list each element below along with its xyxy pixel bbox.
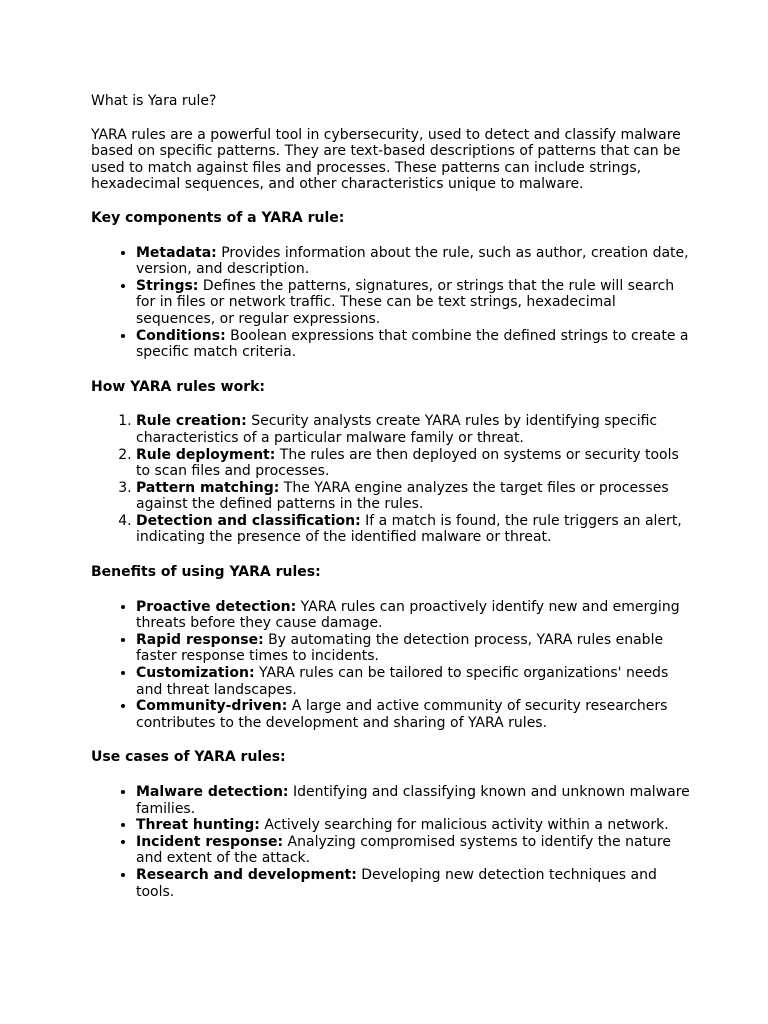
list-item-term: Research and development:: [136, 866, 357, 883]
list-item: [136, 513, 691, 546]
list-item-text: The YARA engine analyzes the target files or processes against the defined patterns in the rules.: [136, 479, 669, 513]
intro-paragraph: YARA rules are a powerful tool in cybersecurity, used to detect and classify malware based on specific patterns. They are text-based descriptions of patterns that can be used to match against files and processes. These patterns can include strings, hexadecimal sequences, and other characteristics unique to malware.: [91, 126, 681, 193]
list-item: [136, 413, 691, 446]
list-item: [136, 665, 691, 698]
list-item: [136, 245, 691, 278]
list-item-text: The rules are then deployed on systems or security tools to scan files and processes.: [136, 446, 679, 480]
section-heading-benefits: Benefits of using YARA rules:: [91, 564, 321, 581]
list-item: [136, 480, 691, 513]
list-item: [136, 784, 691, 817]
list-item: [136, 447, 691, 480]
list-item-text: By automating the detection process, YARA rules enable faster response times to incidents.: [136, 631, 664, 665]
list-item: [136, 632, 691, 665]
document-title: What is Yara rule?: [91, 93, 217, 109]
section-heading-how-rules-work: How YARA rules work:: [91, 378, 266, 395]
document-page: [91, 93, 691, 918]
section-heading-key-components: Key components of a YARA rule:: [91, 209, 345, 226]
list-item-text: Security analysts create YARA rules by identifying specific characteristics of a particular malware family or threat.: [136, 413, 658, 446]
list-item-term: Proactive detection:: [136, 598, 297, 615]
list-item-term: Detection and classification:: [136, 512, 361, 529]
section-heading-use-cases: Use cases of YARA rules:: [91, 749, 286, 766]
key-components-list: [91, 245, 691, 361]
list-item-text: Actively searching for malicious activity within a network.: [259, 817, 669, 834]
list-item-term: Threat hunting:: [136, 817, 260, 834]
list-item: [136, 599, 691, 632]
list-item-text: Provides information about the rule, such as author, creation date, version, and description.: [136, 244, 689, 278]
benefits-list: [91, 599, 691, 732]
list-item-text: If a match is found, the rule triggers an alert, indicating the presence of the identified malware or threat.: [136, 512, 682, 546]
list-item-term: Rule creation:: [136, 413, 247, 430]
list-item-text: Identifying and classifying known and unknown malware families.: [136, 784, 690, 817]
list-item-text: YARA rules can be tailored to specific organizations' needs and threat landscapes.: [136, 665, 669, 698]
list-item-text: YARA rules can proactively identify new and emerging threats before they cause damage.: [136, 598, 680, 632]
list-item: [136, 698, 691, 731]
list-item-term: Customization:: [136, 665, 255, 682]
list-item-term: Strings:: [136, 277, 199, 294]
list-item: [136, 834, 691, 867]
list-item-text: Analyzing compromised systems to identify the nature and extent of the attack.: [136, 833, 671, 867]
list-item: [136, 817, 691, 834]
list-item-term: Rule deployment:: [136, 446, 276, 463]
list-item-term: Malware detection:: [136, 784, 289, 800]
list-item-text: A large and active community of security researchers contributes to the development and sharing of YARA rules.: [136, 698, 668, 731]
list-item: [136, 328, 691, 361]
list-item-term: Incident response:: [136, 833, 284, 850]
list-item-text: Defines the patterns, signatures, or strings that the rule will search for in files or network traffic. These can be text strings, hexadecimal sequences, or regular expressions.: [136, 277, 675, 327]
list-item: [136, 867, 691, 900]
list-item-text: Developing new detection techniques and tools.: [136, 866, 657, 900]
list-item-term: Rapid response:: [136, 631, 264, 648]
list-item-text: Boolean expressions that combine the defined strings to create a specific match criteria.: [136, 327, 689, 361]
list-item-term: Pattern matching:: [136, 479, 280, 496]
list-item-term: Community-driven:: [136, 698, 288, 715]
list-item: [136, 278, 691, 328]
list-item-term: Metadata:: [136, 244, 217, 261]
how-rules-work-list: [91, 413, 691, 546]
use-cases-list: [91, 784, 691, 900]
list-item-term: Conditions:: [136, 327, 226, 344]
